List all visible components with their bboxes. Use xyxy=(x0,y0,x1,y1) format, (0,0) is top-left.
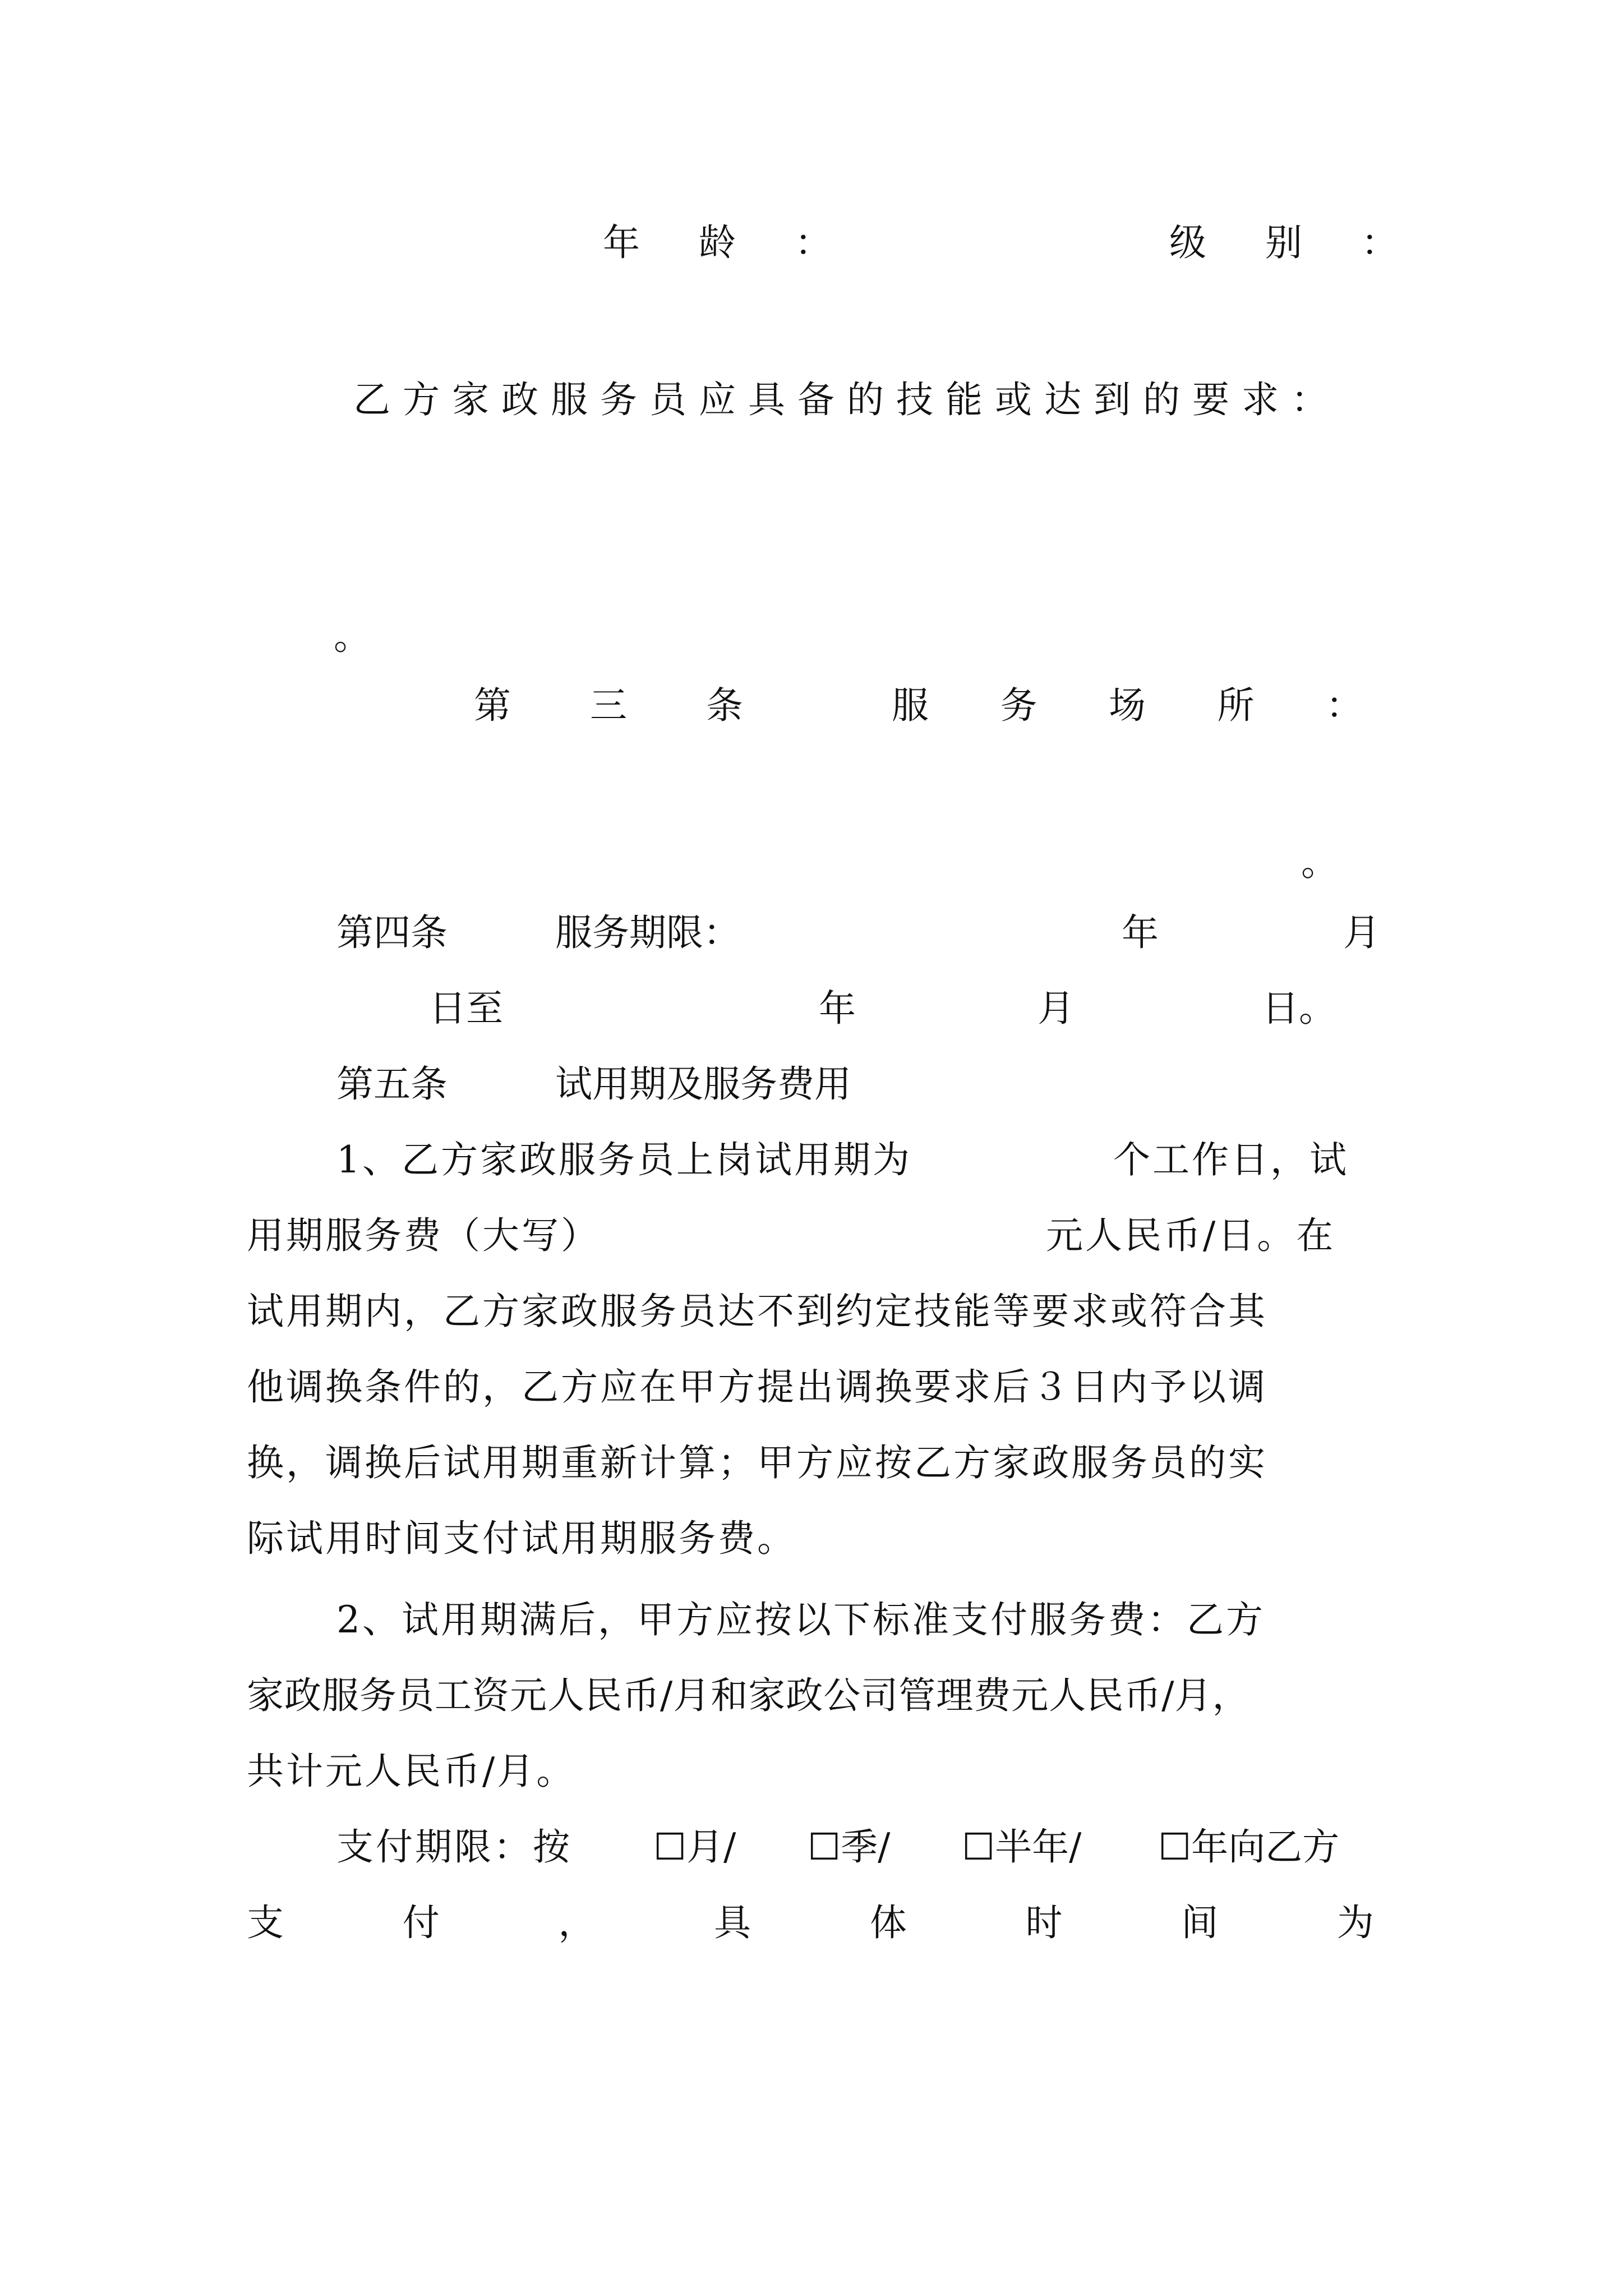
article3-num-char: 第 xyxy=(474,684,511,727)
article5-label: 第五条 xyxy=(336,1062,448,1106)
article4-year-2: 年 xyxy=(819,987,856,1030)
article3-num-char: 条 xyxy=(706,684,743,727)
clause1-line2-end: 元人民币/日。在 xyxy=(1046,1214,1336,1257)
article3-title-char: 所 xyxy=(1217,684,1255,727)
article3-title-char: 场 xyxy=(1109,684,1146,727)
service-place-period: 。 xyxy=(1301,841,1338,884)
payment-char: 支 xyxy=(247,1901,284,1944)
clause1-line5: 换，调换后试用期重新计算；甲方应按乙方家政服务员的实 xyxy=(247,1441,1267,1484)
clause1-line1-start: 1、乙方家政服务员上岗试用期为 xyxy=(336,1138,912,1181)
payment-char: 间 xyxy=(1181,1901,1219,1944)
payment-char: 体 xyxy=(869,1901,907,1944)
article4-day-end: 日。 xyxy=(1262,987,1336,1030)
clause1-line3: 试用期内，乙方家政服务员达不到约定技能等要求或符合其 xyxy=(247,1290,1267,1333)
clause1-line2-start: 用期服务费（大写） xyxy=(247,1214,600,1257)
clause2-line3: 共计元人民币/月。 xyxy=(247,1750,576,1793)
article3-num-char: 三 xyxy=(590,684,627,727)
payment-option-month: ☐月/ xyxy=(653,1825,736,1869)
article4-year-1: 年 xyxy=(1122,911,1159,954)
article4-day-from: 日至 xyxy=(429,987,503,1030)
payment-char: 具 xyxy=(714,1901,751,1944)
payment-char: 付 xyxy=(402,1901,440,1944)
payment-char: 时 xyxy=(1025,1901,1063,1944)
clause2-line1: 2、试用期满后，甲方应按以下标准支付服务费：乙方 xyxy=(336,1598,1265,1641)
payment-label: 支付期限：按 xyxy=(336,1825,572,1869)
article3-title-char: 务 xyxy=(1000,684,1038,727)
article3-title-char: 服 xyxy=(892,684,929,727)
clause2-line2: 家政服务员工资元人民币/月和家政公司管理费元人民币/月， xyxy=(247,1674,1250,1717)
article3-title-char: ： xyxy=(1326,684,1363,727)
article4-month-1: 月 xyxy=(1343,911,1380,954)
payment-option-quarter: ☐季/ xyxy=(808,1825,891,1869)
clause1-line4: 他调换条件的，乙方应在甲方提出调换要求后３日内予以调 xyxy=(247,1365,1267,1409)
skill-requirement-heading: 乙方家政服务员应具备的技能或达到的要求： xyxy=(353,378,1340,421)
clause1-line1-end: 个工作日，试 xyxy=(1113,1138,1349,1181)
article3-title xyxy=(892,684,1363,727)
payment-char: 为 xyxy=(1336,1901,1374,1944)
age-label: 年 龄 ： xyxy=(603,221,855,264)
article5-title: 试用期及服务费用 xyxy=(555,1062,851,1106)
blank-line-period: 。 xyxy=(334,615,371,658)
article3-number xyxy=(474,684,743,727)
level-label: 级 别 ： xyxy=(1169,221,1422,264)
payment-line2 xyxy=(247,1901,1374,1944)
article4-title: 服务期限： xyxy=(555,911,740,954)
clause1-line6: 际试用时间支付试用期服务费。 xyxy=(247,1517,796,1560)
payment-option-half-year: ☐半年/ xyxy=(962,1825,1082,1869)
article4-label: 第四条 xyxy=(336,911,448,954)
payment-char: ， xyxy=(558,1901,596,1944)
payment-option-year: ☐年向乙方 xyxy=(1158,1825,1340,1869)
article4-month-2: 月 xyxy=(1038,987,1075,1030)
